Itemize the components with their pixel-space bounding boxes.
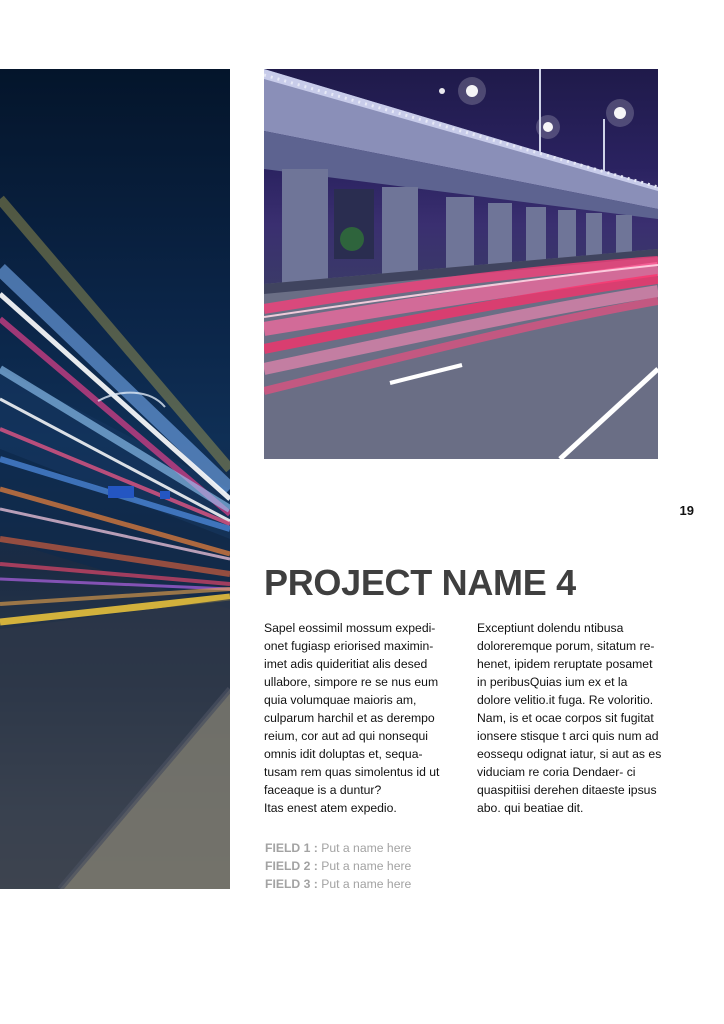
overpass-night-photo <box>264 69 658 459</box>
field-row-1 <box>265 839 411 857</box>
field-value: Put a name here <box>321 841 412 855</box>
page-number: 19 <box>679 503 694 518</box>
body-paragraph-right: Exceptiunt dolendu ntibusa doloreremque porum, sitatum re- henet, ipidem reruptate posamet in peribusQuias ium ex et la dolore velitio.it fuga. Re voloritio. Nam, is et ocae corpos sit fugitat ionsere stisque t arci quis num ad eossequ odignat iatur, si aut as es viduciam re coria Dendaer- ci quaspitiisi derehen ditaeste ipsus abo. qui beatiae dit. <box>477 621 662 815</box>
highway-light-trails-photo <box>0 69 230 889</box>
body-paragraph-left-closing: Itas enest atem expedio. <box>264 801 397 815</box>
field-list <box>265 839 411 893</box>
body-column-left <box>264 619 454 817</box>
field-row-3 <box>265 875 411 893</box>
body-paragraph-left: Sapel eossimil mossum expedi- onet fugiasp eriorised maximin- imet adis quideritiat alis desed ullabore, simpore re se nus eum quia volumquae maioris am, culparum harchil et as derempo reium, cor aut ad qui nonsequi omnis idit doluptas et, sequa- tusam rem quas simolentus id ut faceaque is a duntur? <box>264 621 440 797</box>
field-row-2 <box>265 857 411 875</box>
project-title: PROJECT NAME 4 <box>264 562 576 603</box>
field-value: Put a name here <box>321 859 412 873</box>
field-label: FIELD 3 : <box>265 877 318 891</box>
field-label: FIELD 1 : <box>265 841 318 855</box>
body-column-right <box>477 619 667 817</box>
field-value: Put a name here <box>321 877 412 891</box>
field-label: FIELD 2 : <box>265 859 318 873</box>
